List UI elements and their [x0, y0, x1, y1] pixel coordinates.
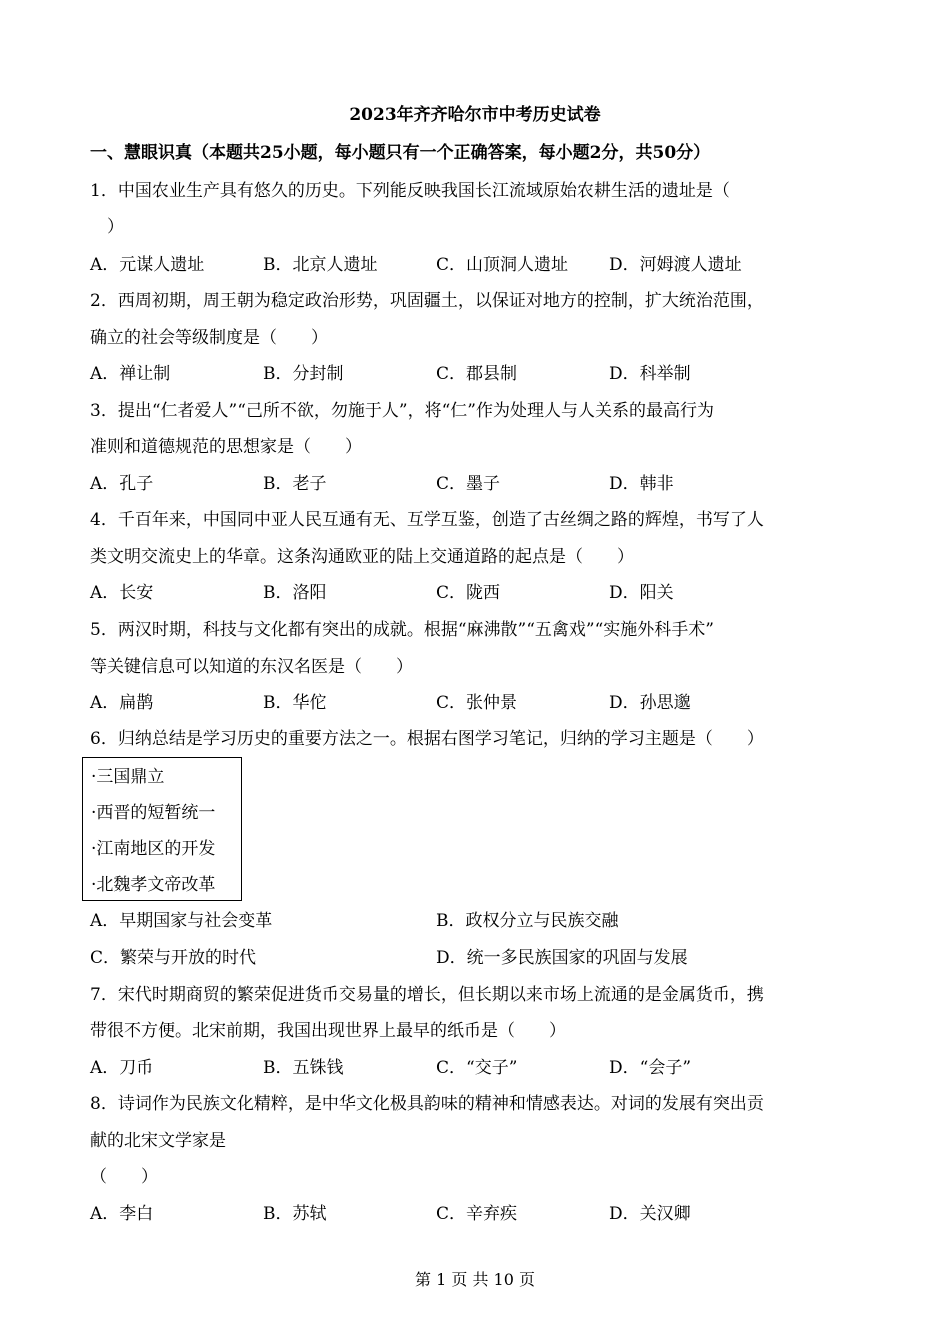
- study-note-item: ·江南地区的开发: [91, 839, 216, 859]
- question-5-line-1: 5．两汉时期，科技与文化都有突出的成就。根据“麻沸散”“五禽戏”“实施外科手术”: [90, 620, 714, 640]
- question-5-option-a: A．扁鹊: [90, 693, 154, 713]
- exam-title: 2023年齐齐哈尔市中考历史试卷: [349, 105, 601, 125]
- question-8-line-1: 8．诗词作为民族文化精粹，是中华文化极具韵味的精神和情感表达。对词的发展有突出贡: [90, 1094, 764, 1114]
- question-7-line-1: 7．宋代时期商贸的繁荣促进货币交易量的增长，但长期以来市场上流通的是金属货币，携: [90, 985, 764, 1005]
- question-8-option-d: D．关汉卿: [609, 1204, 691, 1224]
- question-8-line-3: （ ）: [90, 1167, 158, 1187]
- question-6-option-d: D．统一多民族国家的巩固与发展: [436, 948, 688, 968]
- section-heading: 一、慧眼识真（本题共25小题，每小题只有一个正确答案，每小题2分，共50分）: [90, 143, 711, 163]
- question-1-line-1: 1．中国农业生产具有悠久的历史。下列能反映我国长江流域原始农耕生活的遗址是（: [90, 181, 730, 201]
- question-4-option-d: D．阳关: [609, 583, 674, 603]
- question-4-option-c: C．陇西: [436, 583, 501, 603]
- question-6-option-b: B．政权分立与民族交融: [436, 911, 619, 931]
- question-2-option-b: B．分封制: [263, 364, 344, 384]
- question-1-option-d: D．河姆渡人遗址: [609, 255, 742, 275]
- question-8-line-2: 献的北宋文学家是: [90, 1131, 226, 1151]
- question-2-line-2: 确立的社会等级制度是（ ）: [90, 328, 328, 348]
- question-7-option-c: C．“交子”: [436, 1058, 518, 1078]
- question-8-option-a: A．李白: [90, 1204, 154, 1224]
- question-3-line-2: 准则和道德规范的思想家是（ ）: [90, 437, 362, 457]
- question-7-line-2: 带很不方便。北宋前期，我国出现世界上最早的纸币是（ ）: [90, 1021, 566, 1041]
- question-4-line-1: 4．千百年来，中国同中亚人民互通有无、互学互鉴，创造了古丝绸之路的辉煌，书写了人: [90, 510, 764, 530]
- question-3-option-b: B．老子: [263, 474, 327, 494]
- question-7-option-d: D．“会子”: [609, 1058, 692, 1078]
- question-6-line-1: 6．归纳总结是学习历史的重要方法之一。根据右图学习笔记，归纳的学习主题是（ ）: [90, 729, 764, 749]
- study-note-item: ·三国鼎立: [91, 767, 165, 787]
- question-3-option-c: C．墨子: [436, 474, 501, 494]
- question-2-option-d: D．科举制: [609, 364, 691, 384]
- question-3-option-d: D．韩非: [609, 474, 674, 494]
- question-6-option-a: A．早期国家与社会变革: [90, 911, 273, 931]
- question-8-option-c: C．辛弃疾: [436, 1204, 518, 1224]
- question-5-option-c: C．张仲景: [436, 693, 518, 713]
- study-note-item: ·北魏孝文帝改革: [91, 875, 216, 895]
- question-7-option-b: B．五铢钱: [263, 1058, 344, 1078]
- question-3-option-a: A．孔子: [90, 474, 154, 494]
- question-1-option-a: A．元谋人遗址: [90, 255, 205, 275]
- question-5-option-b: B．华佗: [263, 693, 327, 713]
- page-footer: 第 1 页 共 10 页: [415, 1270, 535, 1289]
- question-3-line-1: 3．提出“仁者爱人”“己所不欲，勿施于人”，将“仁”作为处理人与人关系的最高行为: [90, 401, 714, 421]
- question-4-line-2: 类文明交流史上的华章。这条沟通欧亚的陆上交通道路的起点是（ ）: [90, 547, 634, 567]
- question-5-option-d: D．孙思邈: [609, 693, 691, 713]
- question-7-option-a: A．刀币: [90, 1058, 154, 1078]
- question-8-option-b: B．苏轼: [263, 1204, 327, 1224]
- question-1-option-b: B．北京人遗址: [263, 255, 378, 275]
- study-note-item: ·西晋的短暂统一: [91, 803, 216, 823]
- question-1-line-2: ）: [90, 217, 124, 237]
- question-5-line-2: 等关键信息可以知道的东汉名医是（ ）: [90, 657, 413, 677]
- study-notes-box: [82, 757, 242, 901]
- question-2-option-a: A．禅让制: [90, 364, 171, 384]
- question-2-line-1: 2．西周初期，周王朝为稳定政治形势，巩固疆土，以保证对地方的控制，扩大统治范围，: [90, 291, 764, 311]
- question-2-option-c: C．郡县制: [436, 364, 518, 384]
- question-4-option-a: A．长安: [90, 583, 154, 603]
- question-6-option-c: C．繁荣与开放的时代: [90, 948, 257, 968]
- question-4-option-b: B．洛阳: [263, 583, 327, 603]
- question-1-option-c: C．山顶洞人遗址: [436, 255, 569, 275]
